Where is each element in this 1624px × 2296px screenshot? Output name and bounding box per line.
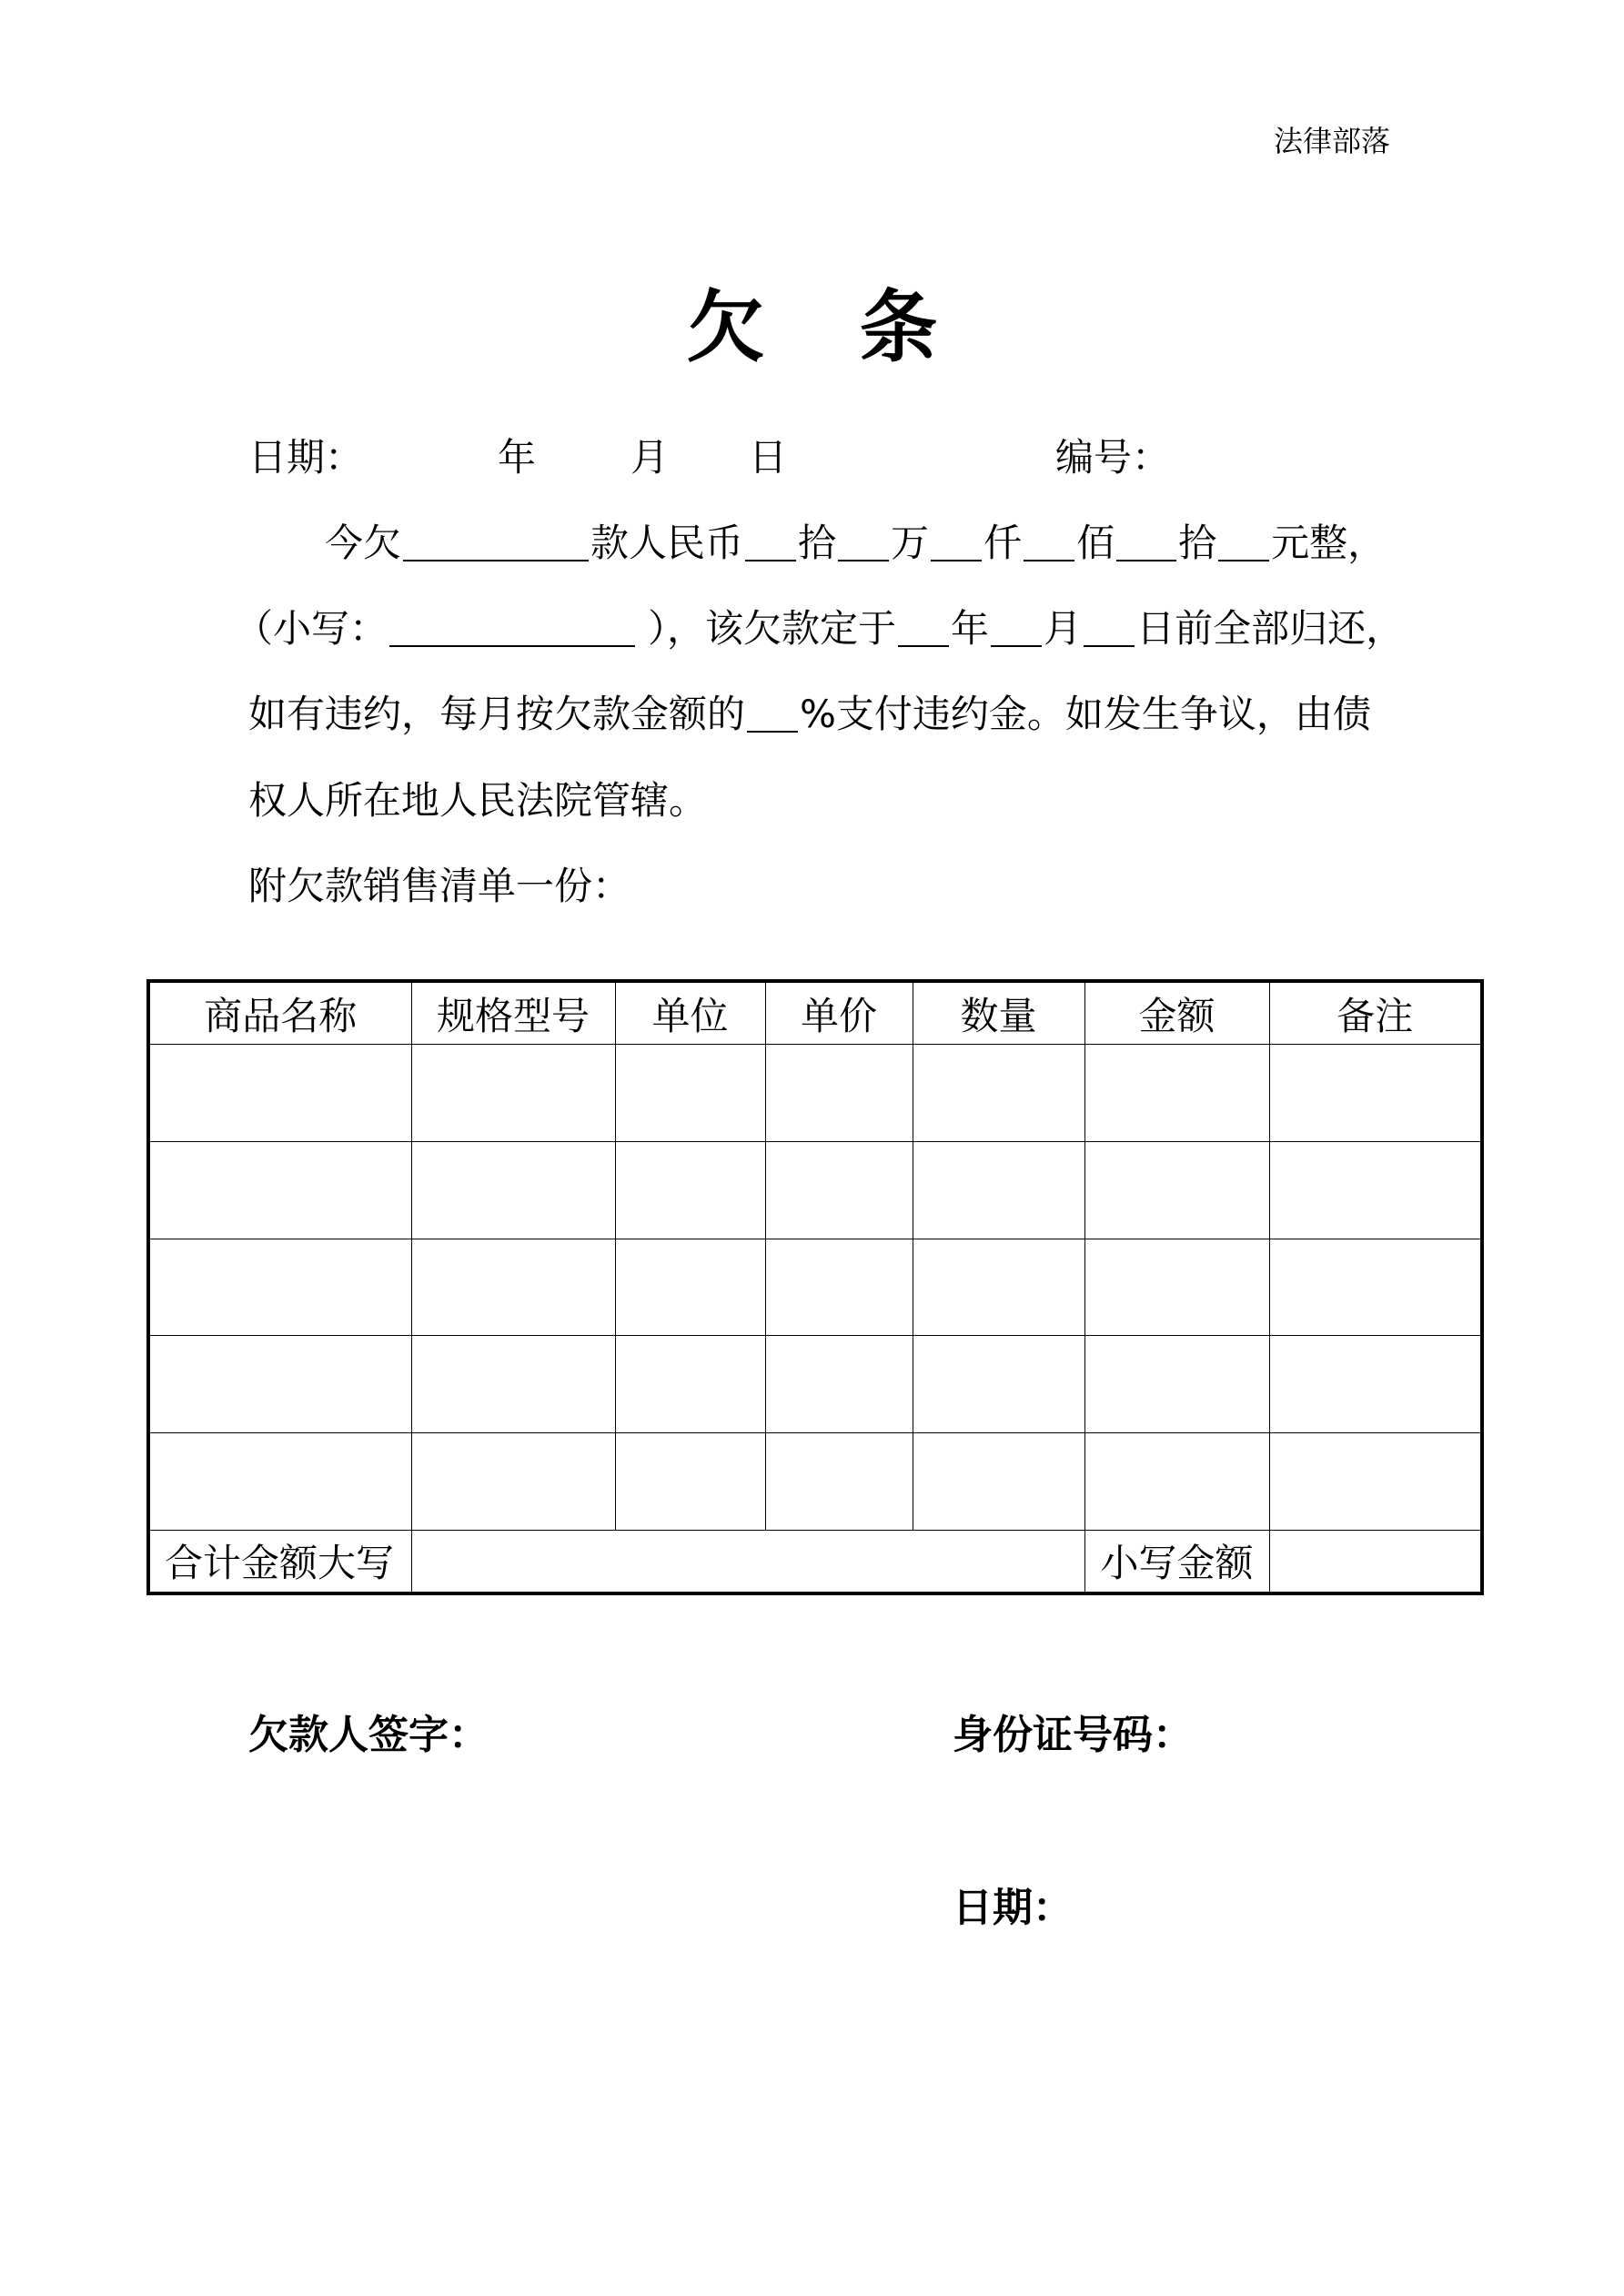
table-cell[interactable] (913, 1336, 1084, 1433)
table-cell[interactable] (765, 1141, 913, 1239)
table-cell[interactable] (1084, 1336, 1269, 1433)
text: 年 (951, 606, 990, 651)
table-cell[interactable] (148, 1141, 411, 1239)
table-cell[interactable] (615, 1433, 765, 1531)
day-label: 日 (749, 435, 788, 480)
table-cell[interactable] (1084, 1141, 1269, 1239)
header-cell: 商品名称 (148, 981, 411, 1045)
amount-lowercase-blank[interactable] (389, 609, 635, 647)
title-char: 欠 (686, 282, 765, 373)
amount-blank[interactable] (1116, 523, 1176, 561)
table-cell[interactable] (765, 1045, 913, 1142)
text: （小写： (235, 606, 388, 651)
table-cell[interactable] (148, 1239, 411, 1336)
table-cell[interactable] (411, 1045, 615, 1142)
text: %支付违约金。如发生争议，由债 (800, 692, 1371, 736)
table-cell[interactable] (411, 1336, 615, 1433)
amount-blank[interactable] (838, 523, 889, 561)
body-line-3 (248, 689, 1371, 740)
total-uppercase-cell[interactable] (411, 1530, 1084, 1593)
table-cell[interactable] (148, 1433, 411, 1531)
total-uppercase-label: 合计金额大写 (148, 1530, 411, 1593)
amount-blank[interactable] (1218, 523, 1269, 561)
total-row (148, 1530, 1482, 1593)
amount-blank[interactable] (931, 523, 982, 561)
table-row (148, 1433, 1482, 1531)
table-cell[interactable] (913, 1433, 1084, 1531)
table-row (148, 1336, 1482, 1433)
table-cell[interactable] (1269, 1336, 1482, 1433)
table-cell[interactable] (615, 1239, 765, 1336)
text: 日前全部归还， (1136, 606, 1405, 651)
year-label: 年 (498, 435, 537, 480)
table-cell[interactable] (411, 1141, 615, 1239)
due-month-blank[interactable] (991, 609, 1042, 647)
table-cell[interactable] (1269, 1045, 1482, 1142)
table-cell[interactable] (1269, 1239, 1482, 1336)
sales-list-table (146, 979, 1484, 1595)
page-title (0, 264, 1624, 377)
table-cell[interactable] (411, 1239, 615, 1336)
text: 仟 (983, 521, 1023, 565)
table-cell[interactable] (148, 1045, 411, 1142)
brand-label: 法律部落 (1274, 124, 1391, 158)
text: ），该欠款定于 (648, 606, 897, 651)
table-cell[interactable] (1084, 1239, 1269, 1336)
table-cell[interactable] (148, 1336, 411, 1433)
table-cell[interactable] (615, 1141, 765, 1239)
number-label: 编号： (1055, 435, 1171, 480)
text: 今欠 (325, 521, 402, 565)
table-cell[interactable] (615, 1336, 765, 1433)
debt-item-blank[interactable] (403, 523, 589, 561)
date-line (248, 432, 1395, 483)
text: 款人民币 (590, 521, 744, 565)
text: 万 (891, 521, 930, 565)
text: 如有违约，每月按欠款金额的 (248, 692, 746, 736)
header-cell: 备注 (1269, 981, 1482, 1045)
attachment-line: 附欠款销售清单一份： (248, 864, 631, 908)
amount-blank[interactable] (1024, 523, 1074, 561)
penalty-rate-blank[interactable] (747, 694, 798, 733)
body-line-1 (325, 518, 1386, 569)
table-row (148, 1239, 1482, 1336)
table-cell[interactable] (1084, 1045, 1269, 1142)
table-row (148, 1141, 1482, 1239)
date-label: 日期： (248, 435, 364, 480)
table-cell[interactable] (765, 1433, 913, 1531)
text: 佰 (1076, 521, 1115, 565)
table-cell[interactable] (913, 1239, 1084, 1336)
table-cell[interactable] (765, 1336, 913, 1433)
table-cell[interactable] (913, 1141, 1084, 1239)
table-cell[interactable] (411, 1433, 615, 1531)
table-cell[interactable] (1269, 1141, 1482, 1239)
total-lowercase-label: 小写金额 (1084, 1530, 1269, 1593)
table-cell[interactable] (765, 1239, 913, 1336)
header-cell: 单价 (765, 981, 913, 1045)
total-lowercase-cell[interactable] (1269, 1530, 1482, 1593)
amount-blank[interactable] (745, 523, 796, 561)
table-cell[interactable] (913, 1045, 1084, 1142)
header-cell: 单位 (615, 981, 765, 1045)
table-cell[interactable] (1269, 1433, 1482, 1531)
header-cell: 数量 (913, 981, 1084, 1045)
header-cell: 规格型号 (411, 981, 615, 1045)
signature-date-label: 日期： (953, 1885, 1073, 1931)
table-header-row (148, 981, 1482, 1045)
header-cell: 金额 (1084, 981, 1269, 1045)
table-cell[interactable] (1084, 1433, 1269, 1531)
debtor-signature-label: 欠款人签字： (248, 1712, 489, 1758)
month-label: 月 (630, 435, 670, 480)
text: 拾 (1178, 521, 1217, 565)
due-year-blank[interactable] (898, 609, 949, 647)
id-number-label: 身份证号码： (953, 1712, 1193, 1758)
due-day-blank[interactable] (1084, 609, 1135, 647)
text: 拾 (798, 521, 837, 565)
table-cell[interactable] (615, 1045, 765, 1142)
table-row (148, 1045, 1482, 1142)
text: 元整， (1271, 521, 1387, 565)
body-line-4: 权人所在地人民法院管辖。 (248, 778, 708, 823)
text: 月 (1044, 606, 1083, 651)
body-line-2 (235, 603, 1404, 654)
title-char: 条 (859, 282, 938, 373)
